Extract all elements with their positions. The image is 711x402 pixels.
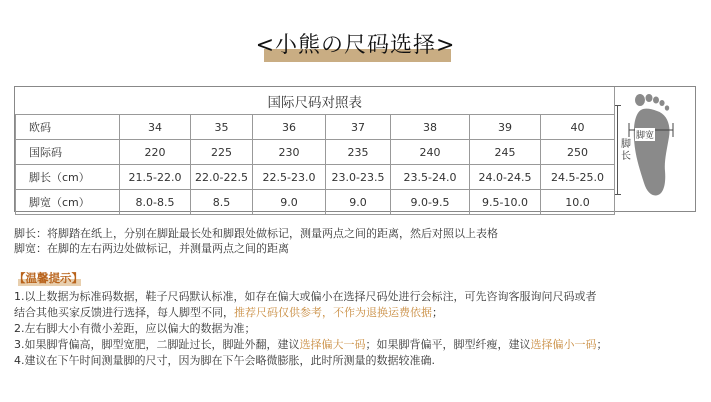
table-row: [16, 190, 615, 215]
footprint-icon: [603, 87, 696, 211]
table-cell: 36: [253, 115, 326, 140]
tip-item: 2.左右脚大小有微小差距，应以偏大的数据为准；: [14, 322, 256, 335]
table-row: [16, 115, 615, 140]
tip-text: ；: [432, 306, 443, 319]
table-cell: 245: [470, 140, 541, 165]
table-cell: 24.0-24.5: [470, 165, 541, 190]
tip-highlight: 选择偏大一码: [299, 338, 366, 351]
table-cell: 9.0: [253, 190, 326, 215]
tip-item: [14, 305, 704, 321]
row-label: 脚长（cm）: [16, 165, 120, 190]
table-cell: 34: [120, 115, 191, 140]
table-cell: 22.5-23.0: [253, 165, 326, 190]
table-cell: 220: [120, 140, 191, 165]
table-cell: 38: [391, 115, 470, 140]
table-cell: 230: [253, 140, 326, 165]
tips-heading: [14, 270, 83, 286]
row-label: 国际码: [16, 140, 120, 165]
tips-list: [14, 289, 704, 369]
tip-text: ；如果脚背偏平，脚型纤瘦，建议: [365, 338, 531, 351]
table-cell: 40: [541, 115, 615, 140]
size-table: [15, 87, 615, 215]
table-cell: 235: [326, 140, 391, 165]
table-cell: 9.0: [326, 190, 391, 215]
table-cell: 10.0: [541, 190, 615, 215]
table-cell: 22.0-22.5: [191, 165, 253, 190]
table-cell: 8.0-8.5: [120, 190, 191, 215]
table-cell: 35: [191, 115, 253, 140]
table-cell: 21.5-22.0: [120, 165, 191, 190]
table-row: [16, 165, 615, 190]
title-wrap: [0, 24, 711, 62]
table-cell: 23.0-23.5: [326, 165, 391, 190]
tip-text: 3.如果脚背偏高，脚型宽肥，二脚趾过长，脚趾外翻，建议: [14, 338, 300, 351]
table-cell: 225: [191, 140, 253, 165]
tip-highlight: 选择偏小一码: [530, 338, 597, 351]
table-cell: 23.5-24.0: [391, 165, 470, 190]
size-chart-box: [14, 86, 696, 212]
table-cell: 9.5-10.0: [470, 190, 541, 215]
row-label: 欧码: [16, 115, 120, 140]
tip-highlight: 推荐尺码仅供参考，不作为退换运费依据: [234, 306, 432, 319]
row-label: 脚宽（cm）: [16, 190, 120, 215]
foot-length-label: 脚长: [621, 139, 631, 162]
note-width: 脚宽：在脚的左右两边处做标记，并测量两点之间的距离: [14, 242, 289, 255]
note-length: 脚长：将脚踏在纸上，分别在脚趾最长处和脚跟处做标记，测量两点之间的距离，然后对照以上表格: [14, 227, 498, 240]
tip-item: [14, 337, 704, 353]
table-caption: 国际尺码对照表: [16, 87, 615, 115]
table-cell: 37: [326, 115, 391, 140]
tip-item: 4.建议在下午时间测量脚的尺寸，因为脚在下午会略微膨胀，此时所测量的数据较准确.: [14, 354, 435, 367]
table-cell: 250: [541, 140, 615, 165]
table-cell: 24.5-25.0: [541, 165, 615, 190]
tip-text: ；: [596, 338, 608, 351]
table-cell: 9.0-9.5: [391, 190, 470, 215]
page-title: <小熊の尺码选择>: [250, 24, 462, 62]
foot-diagram: [603, 87, 696, 211]
foot-width-label: 脚宽: [635, 128, 655, 141]
tips-heading-text: 【温馨提示】: [14, 271, 83, 285]
tip-text: 结合其他买家反馈进行选择，每人脚型不同，: [14, 306, 234, 319]
table-row: [16, 140, 615, 165]
tip-item: 1.以上数据为标准码数据，鞋子尺码默认标准，如存在偏大或偏小在选择尺码处进行会标注，可先咨询客服询问尺码或者: [14, 290, 597, 303]
table-cell: 8.5: [191, 190, 253, 215]
table-cell: 39: [470, 115, 541, 140]
table-cell: 240: [391, 140, 470, 165]
